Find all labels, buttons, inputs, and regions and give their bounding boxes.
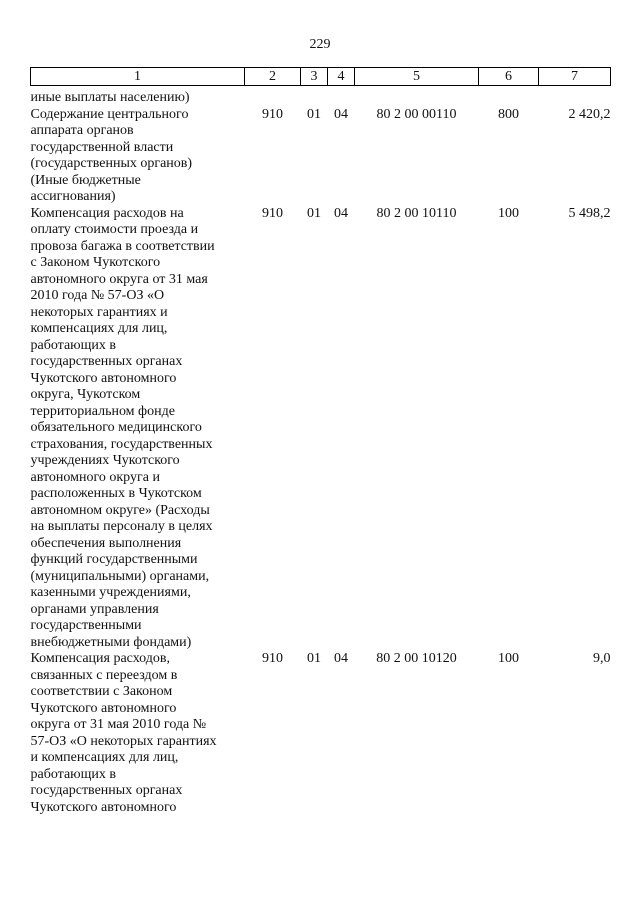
column-header-6: 6 [479,68,539,86]
row-code-4-cell: 04 [334,106,348,122]
row-code-5-cell: 80 2 00 10110 [376,205,457,221]
row-code-2-cell: 910 [262,651,283,666]
row-code-4-cell: 04 [334,651,348,666]
row-code-6-cell: 100 [498,651,519,666]
row-name-cell: Содержание центрального аппарата органов государственной власти (государственных органов) (Иные бюджетные ассигнования) [30,106,193,204]
row-code-2-cell: 910 [262,106,283,122]
row-code-6-cell: 800 [498,106,519,122]
row-code-2-cell: 910 [262,205,283,221]
column-header-4: 4 [328,68,355,86]
continued-text: иные выплаты населению) [30,90,190,105]
column-header-1: 1 [31,68,245,86]
row-name-cell: Компенсация расходов на оплату стоимости проезда и провоза багажа в соответствии с Законом Чукотского автономного округа от 31 мая 2010 года № 57-ОЗ «О некоторых гарантиях и компенсациях для лиц, работающих в государственных органах Чукотского автономного округа, Чукотском территориальном фонде обязательного медицинского страхования, государственных учреждениях Чукотского автономного округа и расположенных в Чукотском автономном округе» (Расходы на выплаты персоналу в целях обеспечения выполнения функций государственными (муниципальными) органами, казенными учреждениями, органами управления государственными внебюджетными фондами) [30,205,215,650]
column-header-7: 7 [539,68,611,86]
table-row-continued [31,86,611,107]
row-code-3-cell: 01 [307,205,321,221]
column-header-3: 3 [301,68,328,86]
row-code-6-cell: 100 [498,205,519,221]
budget-table [30,67,611,816]
row-code-3-cell: 01 [307,651,321,666]
row-name-cell: Компенсация расходов, связанных с переездом в соответствии с Законом Чукотского автономного округа от 31 мая 2010 года № 57-ОЗ «О некоторых гарантиях и компенсациях для лиц, работающих в государственных органах Чукотского автономного [30,651,217,815]
table-row [31,107,611,206]
table-header-row [31,68,611,86]
row-amount-cell: 2 420,2 [568,106,611,122]
row-code-3-cell: 01 [307,106,321,122]
table-row [31,206,611,652]
row-amount-cell: 5 498,2 [568,205,611,221]
table-row [31,651,611,816]
row-code-5-cell: 80 2 00 00110 [376,106,457,122]
column-header-5: 5 [355,68,479,86]
table-body [31,86,611,817]
row-code-5-cell: 80 2 00 10120 [376,651,457,666]
row-amount-cell: 9,0 [593,651,611,666]
page-number: 229 [309,37,331,52]
row-code-4-cell: 04 [334,205,348,221]
column-header-2: 2 [245,68,301,86]
